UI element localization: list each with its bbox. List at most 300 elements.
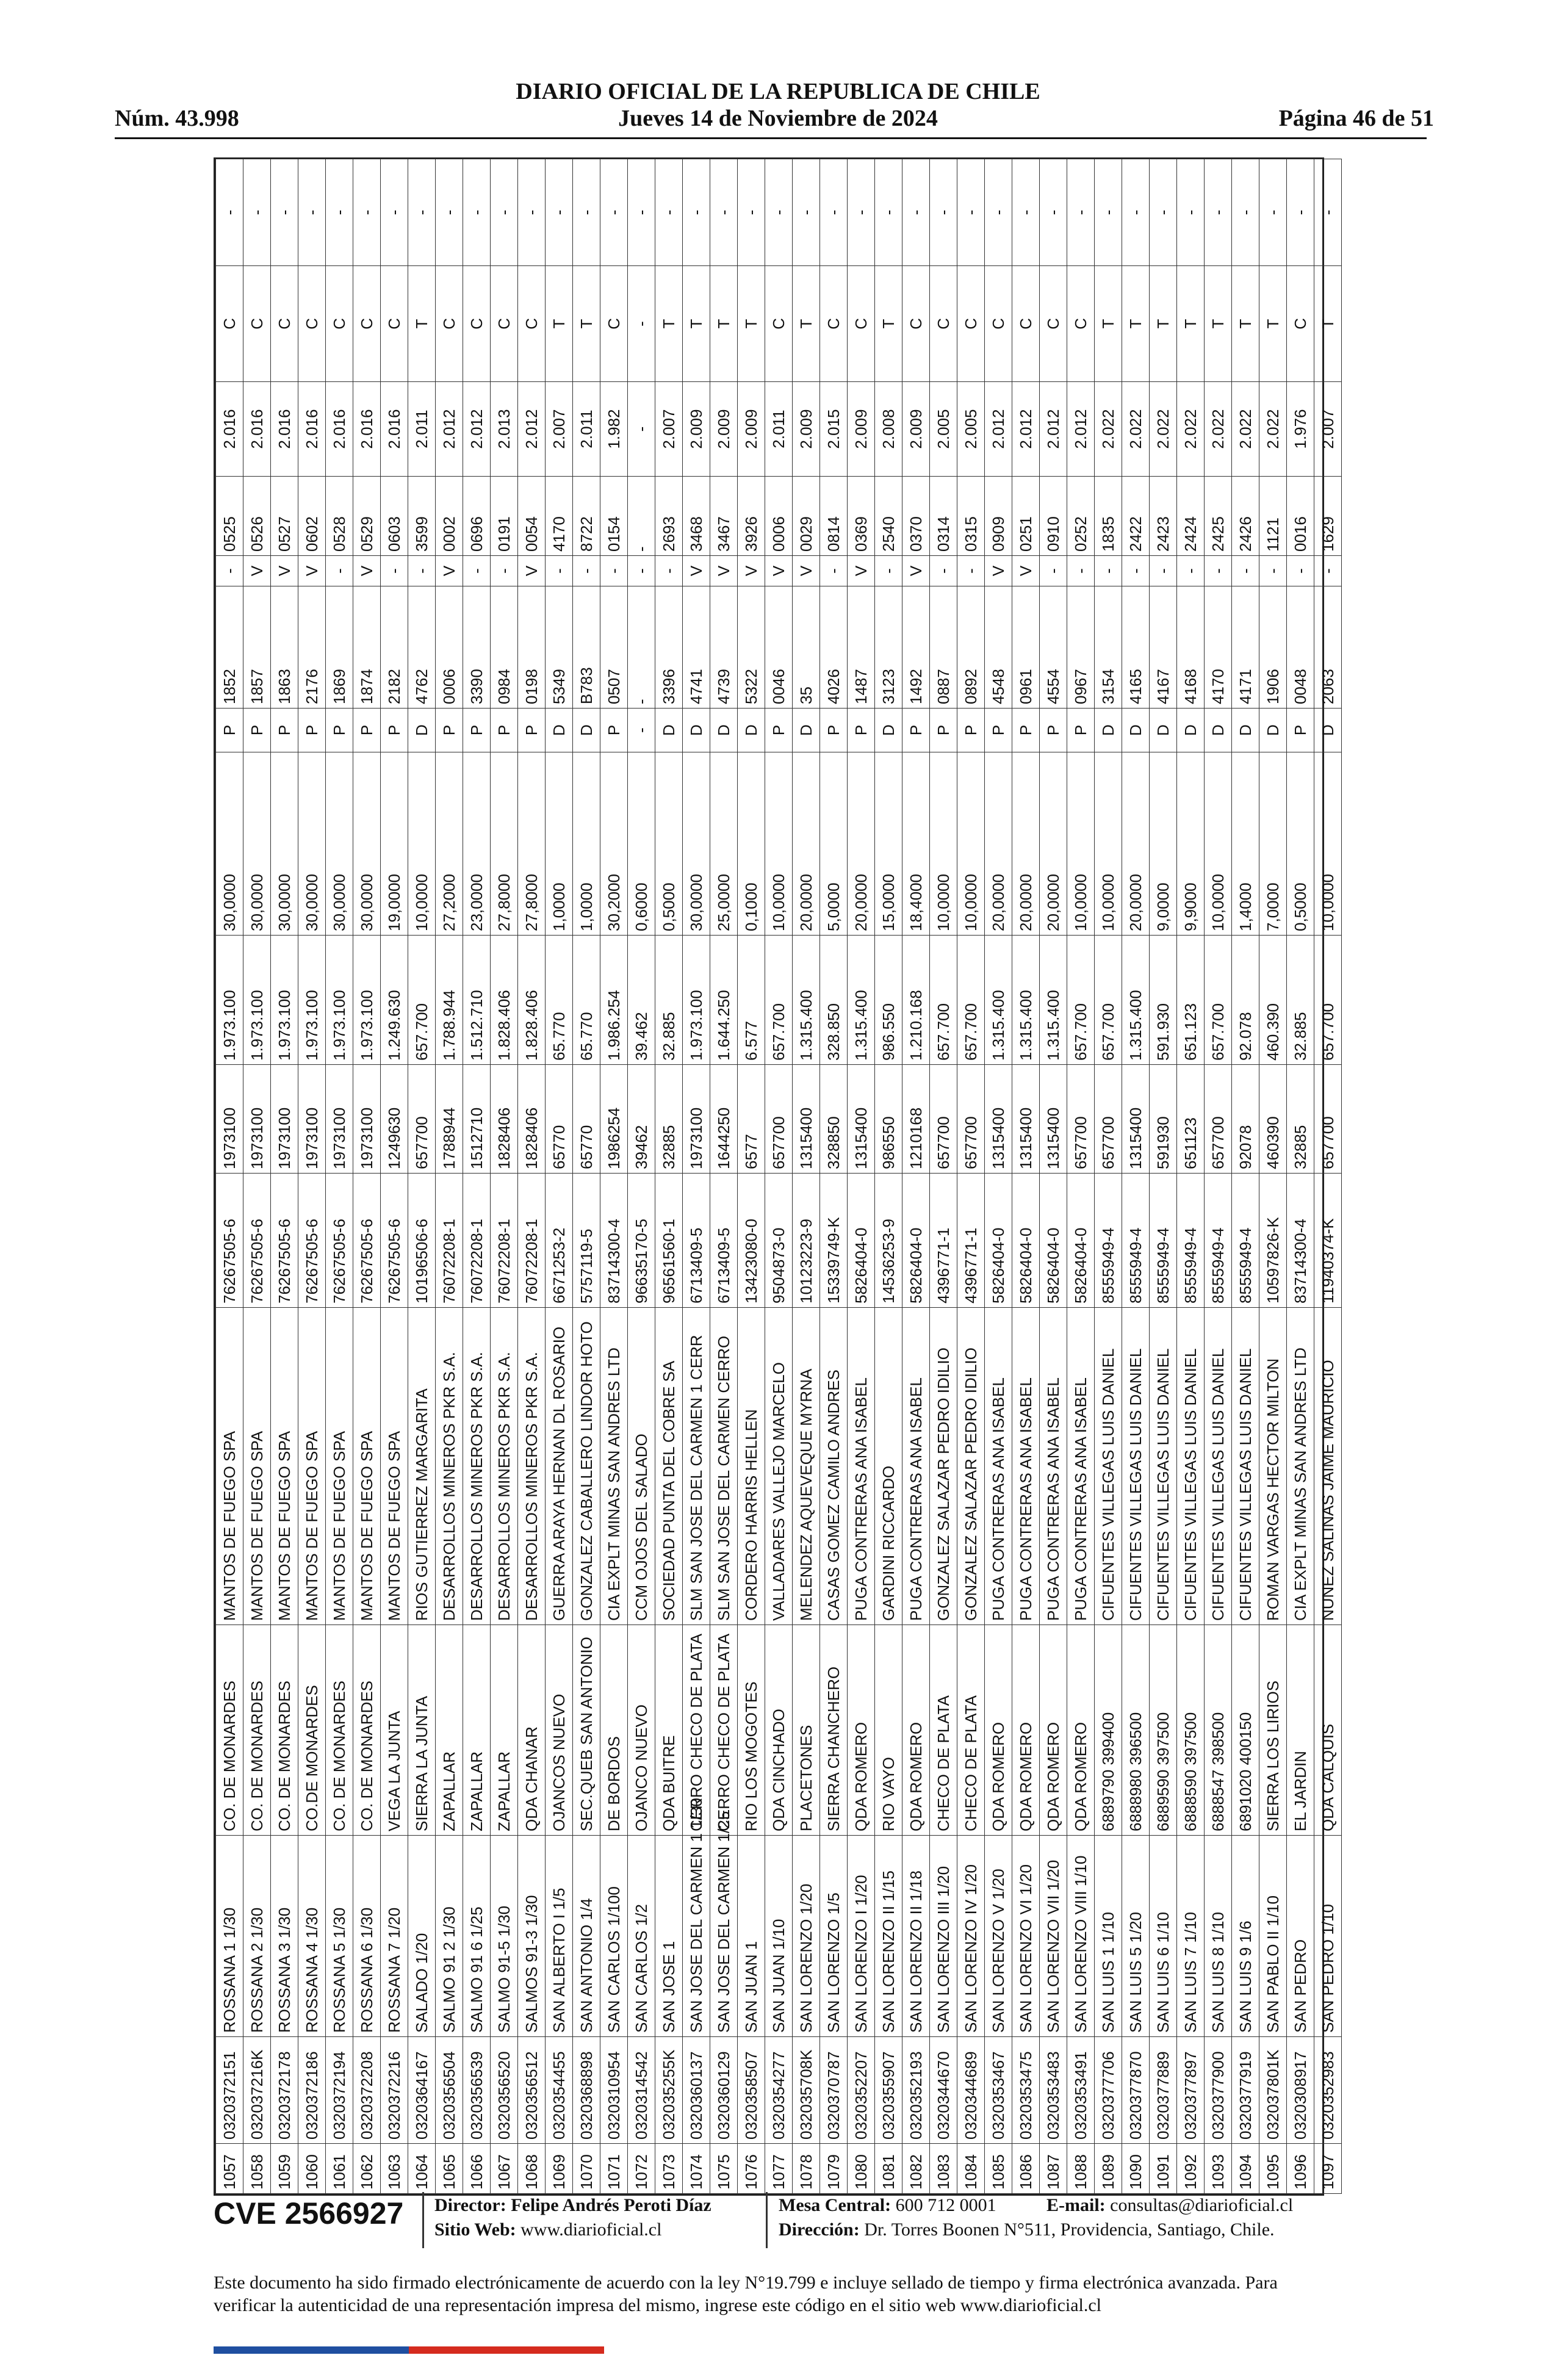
- newspaper-title: DIARIO OFICIAL DE LA REPUBLICA DE CHILE: [516, 79, 1040, 104]
- table-cell: T: [408, 266, 436, 382]
- table-cell: 4171: [1232, 586, 1259, 709]
- table-cell: 1094: [1232, 2144, 1259, 2194]
- table-cell: SAN JUAN 1/10: [765, 1836, 793, 2037]
- table-cell: 2.011: [408, 382, 436, 477]
- table-cell: 1080: [848, 2144, 875, 2194]
- table-cell: 0525: [216, 477, 243, 556]
- table-cell: 1863: [271, 586, 298, 709]
- table-cell: 986.550: [875, 936, 902, 1065]
- table-cell: 1512710: [463, 1065, 491, 1174]
- table-cell: SAN LUIS 9 1/6: [1232, 1836, 1259, 2037]
- table-cell: 0320344689: [957, 2037, 985, 2144]
- table-cell: 1069: [546, 2144, 573, 2194]
- table-cell: 19,0000: [381, 752, 408, 936]
- table-cell: 2422: [1122, 477, 1150, 556]
- table-cell: 1.210.168: [902, 936, 930, 1065]
- table-cell: 3390: [463, 586, 491, 709]
- table-cell: DESARROLLOS MINEROS PKR S.A.: [463, 1308, 491, 1625]
- table-cell: -: [1040, 556, 1067, 586]
- table-cell: 92.078: [1232, 936, 1259, 1065]
- table-row: [1095, 159, 1122, 2194]
- table-cell: 6888980 396500: [1122, 1625, 1150, 1836]
- table-cell: 032035255K: [655, 2037, 683, 2144]
- page-number: Página 46 de 51: [1278, 106, 1434, 131]
- table-cell: 65770: [573, 1065, 600, 1174]
- table-cell: D: [1177, 709, 1205, 752]
- table-cell: 1874: [353, 586, 381, 709]
- table-cell: PUGA CONTRERAS ANA ISABEL: [1067, 1308, 1095, 1625]
- table-cell: 1629: [1314, 477, 1342, 556]
- table-cell: 0198: [518, 586, 546, 709]
- table-cell: QDA ROMERO: [985, 1625, 1012, 1836]
- table-cell: 0320310954: [600, 2037, 628, 2144]
- table-cell: ZAPALLAR: [491, 1625, 518, 1836]
- table-cell: SEC.QUEB SAN ANTONIO: [573, 1625, 600, 1836]
- table-cell: -: [930, 556, 957, 586]
- table-cell: 986550: [875, 1065, 902, 1174]
- table-row: [546, 159, 573, 2194]
- table-cell: 0006: [765, 477, 793, 556]
- table-cell: DESARROLLOS MINEROS PKR S.A.: [518, 1308, 546, 1625]
- table-cell: 8555949-4: [1232, 1174, 1259, 1308]
- table-cell: CERRO CHECO DE PLATA: [710, 1625, 738, 1836]
- table-cell: 2.007: [546, 382, 573, 477]
- table-cell: -: [1040, 159, 1067, 266]
- table-cell: 1.973.100: [683, 936, 710, 1065]
- table-cell: 0910: [1040, 477, 1067, 556]
- table-cell: NUNEZ SALINAS JAIME MAURICIO: [1314, 1308, 1342, 1625]
- table-cell: 2.007: [1314, 382, 1342, 477]
- table-cell: 1086: [1012, 2144, 1040, 2194]
- table-cell: SAN LORENZO V 1/20: [985, 1836, 1012, 2037]
- table-cell: SALMO 91 6 1/25: [463, 1836, 491, 2037]
- table-cell: 1.788.944: [436, 936, 463, 1065]
- table-row: [655, 159, 683, 2194]
- table-cell: -: [463, 556, 491, 586]
- table-cell: 1.828.406: [518, 936, 546, 1065]
- table-cell: 39462: [628, 1065, 655, 1174]
- legal-notice: Este documento ha sido firmado electrónicamente de acuerdo con la ley N°19.799 e incluye sellado de tiempo y firma electrónica avanzada. Para verificar la autenticidad de una representación impresa del mismo, ingrese este código en el sitio web www.diarioficial.cl: [214, 2273, 1278, 2315]
- table-cell: 4396771-1: [957, 1174, 985, 1308]
- table-cell: 1973100: [216, 1065, 243, 1174]
- table-cell: 2.009: [738, 382, 765, 477]
- table-cell: 27,8000: [518, 752, 546, 936]
- table-cell: GARDINI RICCARDO: [875, 1308, 902, 1625]
- table-cell: 0320370787: [820, 2037, 848, 2144]
- table-cell: 10,0000: [765, 752, 793, 936]
- table-cell: QDA ROMERO: [848, 1625, 875, 1836]
- table-cell: -: [848, 159, 875, 266]
- table-cell: 1788944: [436, 1065, 463, 1174]
- table-cell: C: [326, 266, 353, 382]
- table-cell: P: [271, 709, 298, 752]
- table-cell: 0320368898: [573, 2037, 600, 2144]
- table-cell: 0892: [957, 586, 985, 709]
- table-cell: 5826404-0: [1040, 1174, 1067, 1308]
- table-cell: SAN PABLO II 1/10: [1259, 1836, 1287, 2037]
- table-cell: 1.982: [600, 382, 628, 477]
- table-cell: T: [710, 266, 738, 382]
- table-cell: -: [1177, 159, 1205, 266]
- table-cell: 1063: [381, 2144, 408, 2194]
- table-cell: C: [1040, 266, 1067, 382]
- table-cell: 1076: [738, 2144, 765, 2194]
- table-cell: CIFUENTES VILLEGAS LUIS DANIEL: [1205, 1308, 1232, 1625]
- table-cell: 1.315.400: [793, 936, 820, 1065]
- table-cell: 76267505-6: [353, 1174, 381, 1308]
- table-cell: 591.930: [1150, 936, 1177, 1065]
- table-cell: 0526: [243, 477, 271, 556]
- table-cell: SAN JOSE DEL CARMEN 1/25: [710, 1836, 738, 2037]
- table-row: [491, 159, 518, 2194]
- table-cell: 32885: [655, 1065, 683, 1174]
- table-cell: -: [930, 159, 957, 266]
- table-cell: D: [1259, 709, 1287, 752]
- table-cell: ROSSANA 5 1/30: [326, 1836, 353, 2037]
- table-cell: -: [381, 159, 408, 266]
- table-cell: 1.973.100: [298, 936, 326, 1065]
- table-cell: 1073: [655, 2144, 683, 2194]
- table-cell: 5322: [738, 586, 765, 709]
- table-cell: ROSSANA 3 1/30: [271, 1836, 298, 2037]
- table-cell: 10,0000: [930, 752, 957, 936]
- table-cell: 2.012: [1012, 382, 1040, 477]
- table-row: [1314, 159, 1342, 2194]
- table-cell: 1059: [271, 2144, 298, 2194]
- table-cell: 8555949-4: [1150, 1174, 1177, 1308]
- table-cell: 657.700: [1095, 936, 1122, 1065]
- table-cell: -: [628, 382, 655, 477]
- table-cell: 1986254: [600, 1065, 628, 1174]
- table-cell: SLM SAN JOSE DEL CARMEN 1 CERR: [683, 1308, 710, 1625]
- table-cell: 1075: [710, 2144, 738, 2194]
- table-cell: V: [298, 556, 326, 586]
- table-cell: 0320377897: [1177, 2037, 1205, 2144]
- table-cell: 0320356504: [436, 2037, 463, 2144]
- table-cell: 657700: [765, 1065, 793, 1174]
- table-cell: T: [1259, 266, 1287, 382]
- table-cell: 1828406: [518, 1065, 546, 1174]
- table-cell: C: [216, 266, 243, 382]
- table-cell: -: [1067, 159, 1095, 266]
- table-cell: 76267505-6: [216, 1174, 243, 1308]
- table-cell: D: [683, 709, 710, 752]
- table-cell: 328850: [820, 1065, 848, 1174]
- table-cell: 9504873-0: [765, 1174, 793, 1308]
- table-cell: 1095: [1259, 2144, 1287, 2194]
- table-cell: 657.700: [1314, 936, 1342, 1065]
- table-cell: PUGA CONTRERAS ANA ISABEL: [1012, 1308, 1040, 1625]
- table-cell: 657.700: [957, 936, 985, 1065]
- table-cell: 2.016: [326, 382, 353, 477]
- table-cell: -: [957, 556, 985, 586]
- table-cell: 0,6000: [628, 752, 655, 936]
- table-cell: D: [408, 709, 436, 752]
- table-cell: 2.009: [793, 382, 820, 477]
- table-cell: C: [381, 266, 408, 382]
- table-cell: 2540: [875, 477, 902, 556]
- table-cell: 4762: [408, 586, 436, 709]
- table-cell: 27,2000: [436, 752, 463, 936]
- table-cell: D: [738, 709, 765, 752]
- table-cell: -: [1150, 159, 1177, 266]
- table-cell: 2.013: [491, 382, 518, 477]
- table-cell: 4170: [546, 477, 573, 556]
- table-cell: 1070: [573, 2144, 600, 2194]
- table-cell: -: [985, 159, 1012, 266]
- table-cell: 0528: [326, 477, 353, 556]
- table-cell: 4026: [820, 586, 848, 709]
- table-cell: 1210168: [902, 1065, 930, 1174]
- table-row: [1232, 159, 1259, 2194]
- table-cell: -: [628, 477, 655, 556]
- table-cell: 2.016: [216, 382, 243, 477]
- table-cell: T: [1205, 266, 1232, 382]
- table-cell: T: [738, 266, 765, 382]
- table-cell: 3123: [875, 586, 902, 709]
- table-cell: 25,0000: [710, 752, 738, 936]
- table-cell: SAN LORENZO II 1/18: [902, 1836, 930, 2037]
- table-cell: 7,0000: [1259, 752, 1287, 936]
- footer-separator: [422, 2192, 424, 2248]
- table-cell: 10,0000: [1067, 752, 1095, 936]
- table-cell: 328.850: [820, 936, 848, 1065]
- director-name: Director: Felipe Andrés Peroti Díaz: [434, 2195, 711, 2215]
- table-row: [930, 159, 957, 2194]
- table-cell: SIERRA LOS LIRIOS: [1259, 1625, 1287, 1836]
- table-row: [875, 159, 902, 2194]
- table-cell: 0320372194: [326, 2037, 353, 2144]
- table-cell: -: [518, 159, 546, 266]
- table-cell: 6891020 400150: [1232, 1625, 1259, 1836]
- table-cell: 0369: [848, 477, 875, 556]
- table-cell: 0320358507: [738, 2037, 765, 2144]
- table-cell: 0909: [985, 477, 1012, 556]
- registry-table-rotated: [215, 159, 1337, 2194]
- table-cell: RIO LOS MOGOTES: [738, 1625, 765, 1836]
- table-cell: MELENDEZ AQUEVEQUE MYRNA: [793, 1308, 820, 1625]
- table-cell: CIFUENTES VILLEGAS LUIS DANIEL: [1150, 1308, 1177, 1625]
- table-cell: 13423080-0: [738, 1174, 765, 1308]
- table-cell: 39.462: [628, 936, 655, 1065]
- table-cell: CASAS GOMEZ CAMILO ANDRES: [820, 1308, 848, 1625]
- table-cell: SAN LORENZO VI 1/20: [1012, 1836, 1040, 2037]
- table-row: [408, 159, 436, 2194]
- table-cell: 1315400: [985, 1065, 1012, 1174]
- table-cell: 657.700: [930, 936, 957, 1065]
- table-cell: -: [408, 556, 436, 586]
- table-cell: 0527: [271, 477, 298, 556]
- table-cell: CHECO DE PLATA: [957, 1625, 985, 1836]
- table-cell: 4396771-1: [930, 1174, 957, 1308]
- table-cell: 1.315.400: [848, 936, 875, 1065]
- table-cell: CIFUENTES VILLEGAS LUIS DANIEL: [1122, 1308, 1150, 1625]
- table-cell: 4554: [1040, 586, 1067, 709]
- table-cell: CO. DE MONARDES: [326, 1625, 353, 1836]
- table-cell: -: [1287, 159, 1314, 266]
- table-cell: 2424: [1177, 477, 1205, 556]
- table-cell: -: [683, 159, 710, 266]
- table-cell: D: [1314, 709, 1342, 752]
- footer-separator: [766, 2192, 768, 2248]
- table-cell: 2.016: [271, 382, 298, 477]
- table-cell: V: [243, 556, 271, 586]
- table-row: [820, 159, 848, 2194]
- table-cell: -: [243, 159, 271, 266]
- table-cell: 83714300-4: [1287, 1174, 1314, 1308]
- table-cell: 0191: [491, 477, 518, 556]
- table-cell: 4165: [1122, 586, 1150, 709]
- website-link[interactable]: www.diarioficial.cl: [520, 2220, 662, 2240]
- table-cell: T: [546, 266, 573, 382]
- table-cell: 460.390: [1259, 936, 1287, 1065]
- table-row: [902, 159, 930, 2194]
- table-cell: -: [436, 159, 463, 266]
- table-cell: GONZALEZ SALAZAR PEDRO IDILIO: [930, 1308, 957, 1625]
- table-cell: 5826404-0: [1012, 1174, 1040, 1308]
- table-cell: D: [1150, 709, 1177, 752]
- table-cell: -: [491, 556, 518, 586]
- table-cell: P: [381, 709, 408, 752]
- table-cell: P: [1040, 709, 1067, 752]
- table-cell: SAN LUIS 5 1/20: [1122, 1836, 1150, 2037]
- table-cell: 2.009: [902, 382, 930, 477]
- table-cell: -: [875, 159, 902, 266]
- table-cell: 1068: [518, 2144, 546, 2194]
- header-rule: [115, 137, 1427, 139]
- table-cell: 2.008: [875, 382, 902, 477]
- email-link[interactable]: consultas@diarioficial.cl: [1110, 2195, 1294, 2215]
- table-cell: SAN JOSE DEL CARMEN 1 1/30: [683, 1836, 710, 2037]
- table-cell: 1058: [243, 2144, 271, 2194]
- table-cell: 5757119-5: [573, 1174, 600, 1308]
- table-row: [1177, 159, 1205, 2194]
- table-cell: 10597826-K: [1259, 1174, 1287, 1308]
- table-cell: SAN LORENZO II 1/15: [875, 1836, 902, 2037]
- table-cell: 4739: [710, 586, 738, 709]
- table-row: [298, 159, 326, 2194]
- table-cell: 0252: [1067, 477, 1095, 556]
- table-cell: -: [408, 159, 436, 266]
- table-cell: 657700: [1095, 1065, 1122, 1174]
- table-cell: 1087: [1040, 2144, 1067, 2194]
- table-cell: 2.022: [1177, 382, 1205, 477]
- table-cell: SAN JUAN 1: [738, 1836, 765, 2037]
- table-cell: -: [738, 159, 765, 266]
- table-cell: 2.012: [518, 382, 546, 477]
- table-cell: MANTOS DE FUEGO SPA: [243, 1308, 271, 1625]
- table-row: [216, 159, 243, 2194]
- table-cell: 1072: [628, 2144, 655, 2194]
- table-cell: 1084: [957, 2144, 985, 2194]
- table-cell: 2.022: [1232, 382, 1259, 477]
- table-cell: D: [655, 709, 683, 752]
- table-cell: -: [1314, 159, 1342, 266]
- table-cell: 0314: [930, 477, 957, 556]
- table-cell: 1074: [683, 2144, 710, 2194]
- table-cell: C: [491, 266, 518, 382]
- table-cell: -: [381, 556, 408, 586]
- table-cell: 1.249.630: [381, 936, 408, 1065]
- table-cell: CO. DE MONARDES: [271, 1625, 298, 1836]
- table-cell: T: [1177, 266, 1205, 382]
- table-cell: 6.577: [738, 936, 765, 1065]
- table-cell: -: [1095, 159, 1122, 266]
- table-row: [1205, 159, 1232, 2194]
- table-row: [463, 159, 491, 2194]
- table-cell: 5,0000: [820, 752, 848, 936]
- table-cell: 1081: [875, 2144, 902, 2194]
- table-cell: P: [1067, 709, 1095, 752]
- table-cell: -: [1232, 556, 1259, 586]
- table-cell: -: [1259, 556, 1287, 586]
- table-cell: 4167: [1150, 586, 1177, 709]
- table-row: [985, 159, 1012, 2194]
- table-cell: V: [902, 556, 930, 586]
- table-cell: 657.700: [1067, 936, 1095, 1065]
- table-cell: T: [793, 266, 820, 382]
- table-cell: SAN PEDRO: [1287, 1836, 1314, 2037]
- table-cell: 1078: [793, 2144, 820, 2194]
- table-cell: -: [546, 159, 573, 266]
- table-cell: 0320377900: [1205, 2037, 1232, 2144]
- table-cell: QDA BUITRE: [655, 1625, 683, 1836]
- table-cell: P: [243, 709, 271, 752]
- table-cell: 032037216K: [243, 2037, 271, 2144]
- table-cell: 2063: [1314, 586, 1342, 709]
- table-cell: 1.973.100: [243, 936, 271, 1065]
- table-cell: 1089: [1095, 2144, 1122, 2194]
- table-cell: 651.123: [1177, 936, 1205, 1065]
- table-cell: P: [298, 709, 326, 752]
- table-cell: 0048: [1287, 586, 1314, 709]
- table-cell: V: [793, 556, 820, 586]
- issue-number: Núm. 43.998: [115, 106, 239, 131]
- table-cell: -: [957, 159, 985, 266]
- table-cell: 2.022: [1095, 382, 1122, 477]
- table-cell: 2.012: [436, 382, 463, 477]
- table-cell: C: [518, 266, 546, 382]
- table-cell: 32.885: [1287, 936, 1314, 1065]
- table-cell: 1.828.406: [491, 936, 518, 1065]
- table-cell: 2.009: [710, 382, 738, 477]
- table-cell: MANTOS DE FUEGO SPA: [271, 1308, 298, 1625]
- table-cell: -: [298, 159, 326, 266]
- table-cell: 460390: [1259, 1065, 1287, 1174]
- table-cell: 2.016: [298, 382, 326, 477]
- table-cell: V: [436, 556, 463, 586]
- table-cell: 0251: [1012, 477, 1040, 556]
- table-cell: 0029: [793, 477, 820, 556]
- table-cell: ROSSANA 1 1/30: [216, 1836, 243, 2037]
- table-cell: 2.005: [930, 382, 957, 477]
- table-cell: QDA ROMERO: [1040, 1625, 1067, 1836]
- table-cell: 2.012: [985, 382, 1012, 477]
- table-cell: 76267505-6: [243, 1174, 271, 1308]
- issue-date: Jueves 14 de Noviembre de 2024: [618, 106, 938, 131]
- table-body: [216, 159, 1342, 2194]
- table-cell: 0370: [902, 477, 930, 556]
- table-row: [793, 159, 820, 2194]
- table-cell: OJANCO NUEVO: [628, 1625, 655, 1836]
- table-cell: C: [848, 266, 875, 382]
- table-cell: T: [683, 266, 710, 382]
- table-cell: GUERRA ARAYA HERNAN DL ROSARIO: [546, 1308, 573, 1625]
- table-cell: -: [491, 159, 518, 266]
- table-cell: 1315400: [848, 1065, 875, 1174]
- table-cell: 2.007: [655, 382, 683, 477]
- table-cell: SLM SAN JOSE DEL CARMEN CERRO: [710, 1308, 738, 1625]
